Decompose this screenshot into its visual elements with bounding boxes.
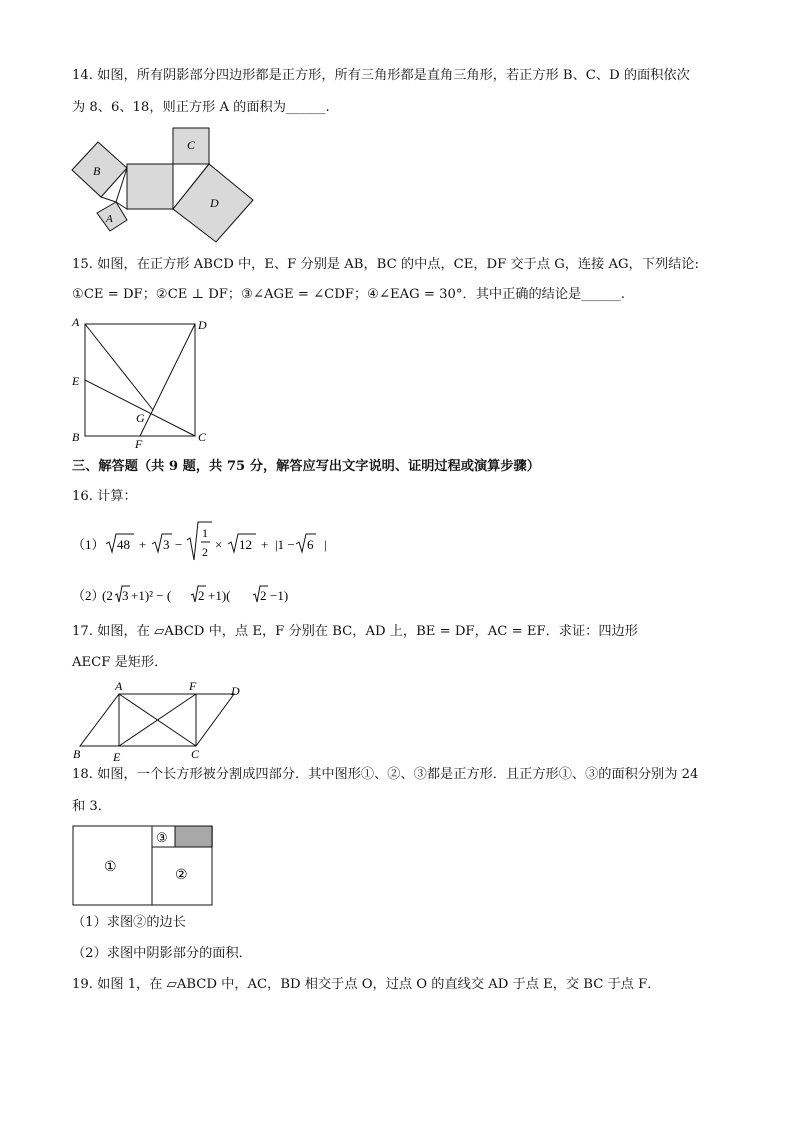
svg-text:3: 3 — [122, 588, 129, 603]
q14-middle-square — [127, 164, 173, 209]
svg-text:|: | — [324, 537, 327, 552]
q15-figure — [66, 312, 226, 450]
q15-line-1: 15. 如图，在正方形 ABCD 中，E、F 分别是 AB，BC 的中点，CE，DF 交于点 G，连接 AG，下列结论: — [72, 257, 699, 272]
q18-line-2: 和 3． — [72, 799, 111, 814]
svg-text:−1): −1) — [270, 588, 289, 603]
q17-label-c: C — [191, 747, 200, 761]
q16-part1-label: （1） — [72, 537, 105, 552]
q18-label-three: ③ — [156, 830, 168, 845]
q15-label-g: G — [136, 411, 145, 425]
q18-figure — [72, 825, 214, 907]
q14-line-1: 14. 如图，所有阴影部分四边形都是正方形，所有三角形都是直角三角形，若正方形 B、C、D 的面积依次 — [72, 68, 690, 83]
q14-label-b: B — [93, 164, 101, 178]
section-3-heading: 三、解答题（共 9 题，共 75 分，解答应写出文字说明、证明过程或演算步骤） — [72, 459, 540, 474]
svg-text:(2: (2 — [102, 588, 113, 603]
q18-line-1: 18. 如图，一个长方形被分割成四部分．其中图形①、②、③都是正方形．且正方形①、③的面积分别为 24 — [72, 767, 699, 782]
q18-label-one: ① — [104, 860, 117, 875]
svg-text:1: 1 — [202, 526, 208, 540]
svg-text:6: 6 — [307, 537, 314, 552]
q19-line-1: 19. 如图 1，在 ▱ABCD 中，AC，BD 相交于点 O，过点 O 的直线交 AD 于点 E，交 BC 于点 F． — [72, 977, 661, 992]
q17-line-2: AECF 是矩形． — [72, 655, 168, 670]
svg-text:2: 2 — [198, 588, 205, 603]
svg-text:−: − — [175, 537, 183, 552]
q15-label-a: A — [72, 315, 80, 329]
svg-text:2: 2 — [260, 588, 267, 603]
q15-segment-df — [140, 324, 195, 436]
q14-line-2: 为 8、6、18，则正方形 A 的面积为______. — [72, 100, 330, 115]
svg-text:3: 3 — [163, 537, 170, 552]
q16-part2-expression — [72, 582, 362, 610]
q16-part2-label: （2） — [72, 588, 105, 603]
q16-title: 16. 计算： — [72, 489, 137, 504]
svg-text:48: 48 — [117, 537, 130, 552]
q18-part-2: （2）求图中阴影部分的面积． — [72, 946, 252, 961]
q15-label-d: D — [198, 318, 207, 332]
q17-line-1: 17. 如图，在 ▱ABCD 中，点 E，F 分别在 BC，AD 上，BE = DF，AC = EF．求证：四边形 — [72, 624, 638, 639]
svg-text:×: × — [215, 537, 223, 552]
q17-label-a: A — [115, 679, 123, 693]
svg-text:2: 2 — [202, 545, 208, 559]
svg-text:+1)² − (: +1)² − ( — [131, 588, 172, 603]
svg-text:+: + — [139, 537, 147, 552]
q15-label-f: F — [135, 437, 143, 450]
q17-label-f: F — [189, 679, 197, 693]
q15-label-c: C — [198, 430, 207, 444]
q15-segment-ce — [85, 380, 195, 436]
q15-line-2: ①CE = DF；②CE ⊥ DF；③∠AGE = ∠CDF；④∠EAG = 30°．其中正确的结论是______. — [72, 287, 625, 302]
q15-label-e: E — [72, 374, 80, 388]
svg-text:+1)(: +1)( — [208, 588, 231, 603]
q14-label-d: D — [210, 196, 219, 210]
q17-label-e: E — [113, 750, 121, 764]
q15-label-b: B — [72, 430, 80, 444]
q14-label-a: A — [106, 213, 113, 225]
q16-part1-expression — [72, 520, 362, 568]
q18-label-two: ② — [175, 868, 188, 883]
q18-part-1: （1）求图②的边长 — [72, 915, 186, 930]
q17-figure — [66, 674, 256, 766]
q17-label-b: B — [73, 747, 81, 761]
svg-text:12: 12 — [239, 537, 252, 552]
q14-figure — [66, 124, 266, 248]
svg-text:|1 −: |1 − — [275, 537, 295, 552]
q14-label-c: C — [187, 138, 196, 152]
q17-label-d: D — [231, 684, 240, 698]
svg-text:+: + — [261, 537, 269, 552]
q18-shaded-region — [175, 826, 213, 847]
